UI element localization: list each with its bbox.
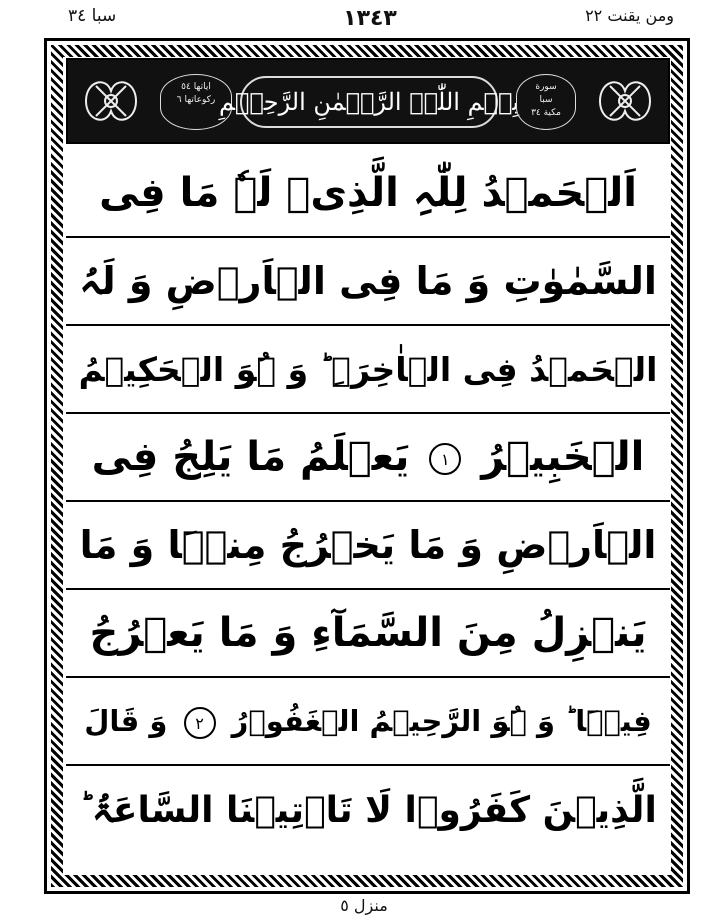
left-ornament-icon [76, 66, 146, 136]
ruku-count: رکوعاتها ٦ [176, 95, 216, 105]
ayah-end-marker: ٢ [184, 707, 216, 739]
surah-label: سورة [535, 82, 557, 92]
verse-text: السَّمٰوٰتِ وَ مَا فِی الۡاَرۡضِ وَ لَہُ [79, 259, 657, 303]
verse-lines [66, 150, 670, 854]
verse-segment: وَ قَالَ [84, 703, 168, 738]
verse-text-line-4 [92, 434, 645, 480]
verse-line [66, 678, 670, 766]
surah-banner [66, 58, 670, 144]
verse-line [66, 502, 670, 590]
page-header [0, 0, 728, 40]
bismillah-cartouche [218, 76, 520, 128]
verse-line [66, 590, 670, 678]
verse-text: الَّذِیۡنَ کَفَرُوۡا لَا تَاۡتِیۡنَا السَّاعَۃُ ؕ [79, 789, 657, 831]
surah-name: سبا [539, 95, 553, 105]
bismillah-text: بِسۡمِ اللّٰہِ الرَّحۡمٰنِ الرَّحِیۡمِ [218, 88, 520, 116]
verse-text-line-7 [84, 704, 652, 739]
manzil-footer: منزل ٥ [340, 896, 388, 915]
surah-name-box [516, 74, 576, 130]
verse-segment: یَعۡلَمُ مَا یَلِجُ فِی [91, 434, 410, 480]
verse-line [66, 414, 670, 502]
ayah-count: ایاتها ٥٤ [181, 82, 211, 92]
verse-segment: الۡخَبِیۡرُ [481, 434, 645, 480]
surah-type: مکیة ٣٤ [531, 108, 561, 118]
verse-line [66, 766, 670, 854]
verse-segment: فِیۡہَا ؕ وَ ہُوَ الرَّحِیۡمُ الۡغَفُوۡرُ [231, 703, 652, 738]
verse-text: یَنۡزِلُ مِنَ السَّمَآءِ وَ مَا یَعۡرُجُ [89, 610, 647, 656]
ayah-end-marker: ١ [429, 443, 461, 475]
verse-line [66, 238, 670, 326]
verse-line [66, 150, 670, 238]
verse-line [66, 326, 670, 414]
verse-text: الۡاَرۡضِ وَ مَا یَخۡرُجُ مِنۡہَا وَ مَا [79, 523, 657, 567]
verse-text: الۡحَمۡدُ فِی الۡاٰخِرَۃِ ؕ وَ ہُوَ الۡحَکِیۡمُ [78, 349, 658, 389]
page-number: ١٣٤٣ [343, 6, 397, 31]
verse-text: اَلۡحَمۡدُ لِلّٰہِ الَّذِیۡ لَہٗ مَا فِی [99, 170, 637, 216]
juz-header-label: ومن يقنت ٢٢ [585, 6, 674, 25]
surah-header-label: سبا ٣٤ [68, 6, 117, 26]
right-ornament-icon [590, 66, 660, 136]
